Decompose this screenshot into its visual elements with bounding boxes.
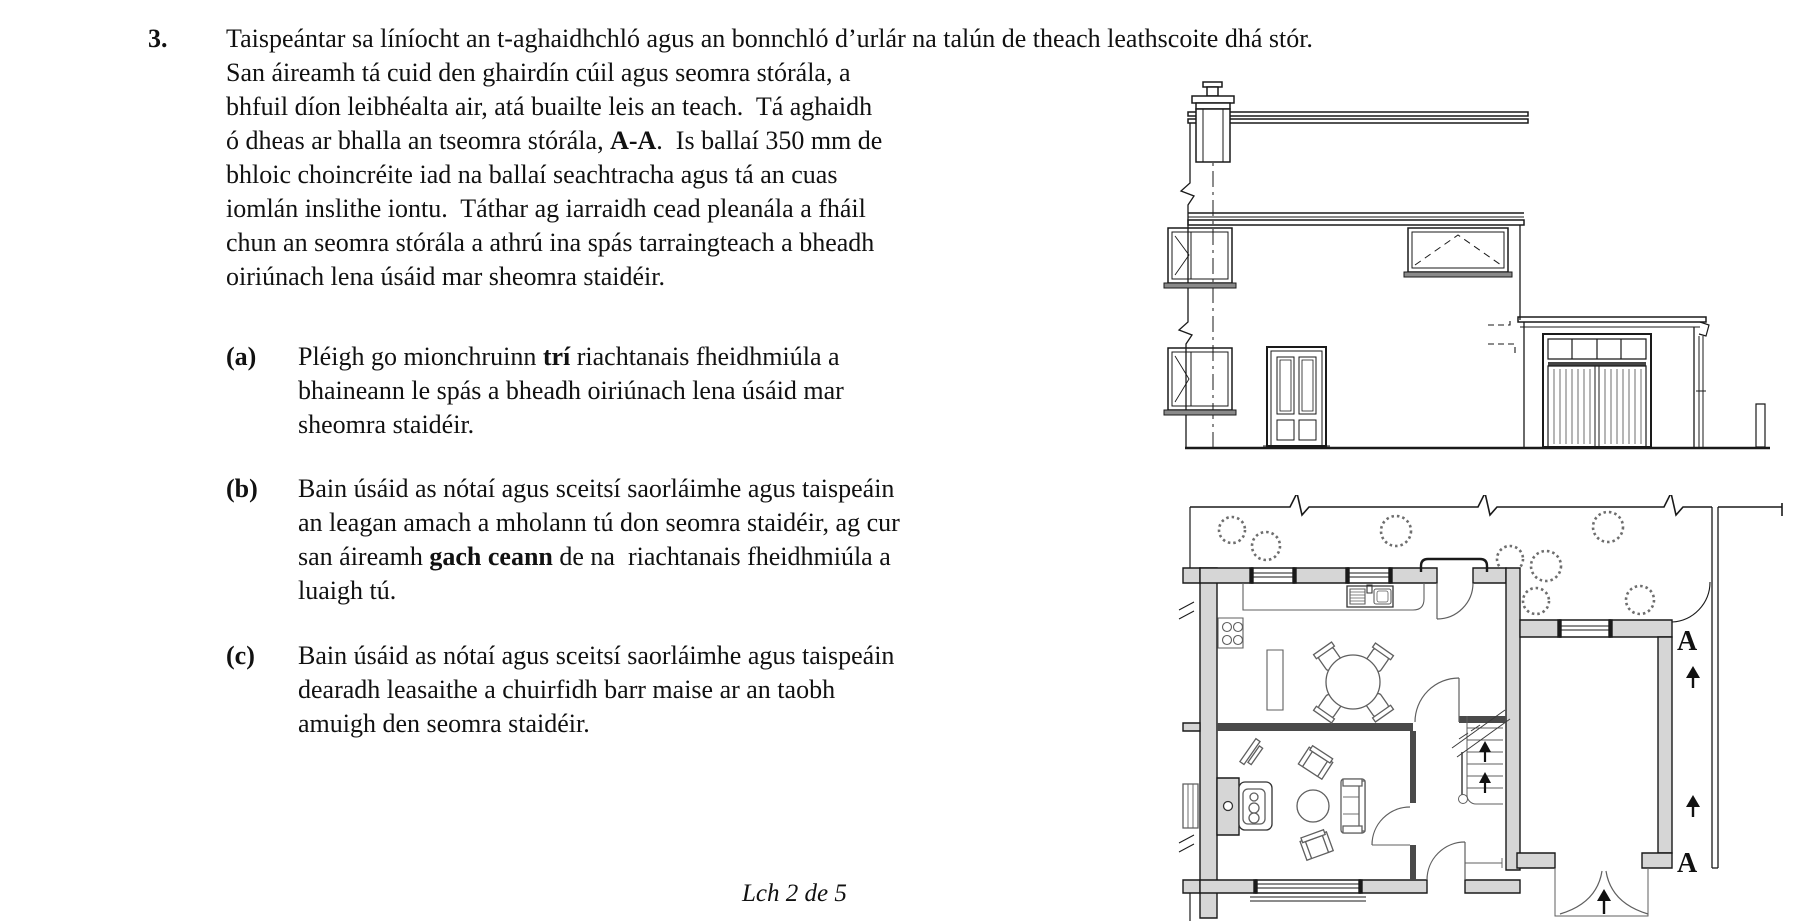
part-a-line-2: bhaineann le spás a bheadh oiriúnach lena úsáid mar bbox=[298, 376, 844, 405]
part-b-line-3: san áireamh gach ceann de na riachtanais fheidhmiúla a bbox=[298, 542, 891, 571]
living-hall-door bbox=[1372, 807, 1410, 845]
intro-line-2: San áireamh tá cuid den ghairdín cúil agus seomra stórála, a bbox=[226, 58, 851, 87]
question-part-c bbox=[226, 639, 894, 741]
intro-line-7: chun an seomra stórála a athrú ina spás tarraingteach a bheadh bbox=[226, 228, 875, 257]
intro-line-6: iomlán inslithe iontu. Táthar ag iarraidh cead pleanála a fháil bbox=[226, 194, 866, 223]
part-b-line-1: Bain úsáid as nótaí agus sceitsí saorláimhe agus taispeáin bbox=[298, 474, 895, 503]
intro-line-3: bhfuil díon leibhéalta air, atá buailte leis an teach. Tá aghaidh bbox=[226, 92, 873, 121]
front-window bbox=[1250, 880, 1366, 901]
intro-line-8: oiriúnach lena úsáid mar sheomra staidéir. bbox=[226, 262, 665, 291]
part-b-line-2: an leagan amach a mholann tú don seomra staidéir, ag cur bbox=[298, 508, 900, 537]
boundary-post bbox=[1756, 404, 1765, 447]
armchair bbox=[1299, 829, 1333, 860]
part-c-label: (c) bbox=[226, 641, 255, 670]
page-number: Lch 2 de 5 bbox=[742, 880, 847, 907]
dining-set bbox=[1314, 642, 1394, 723]
part-a-line-3: sheomra staidéir. bbox=[298, 410, 475, 439]
dining-table bbox=[1326, 655, 1380, 709]
intro-line-4: ó dheas ar bhalla an tseomra stórála, A-A. Is ballaí 350 mm de bbox=[226, 126, 883, 155]
stair-up-arrows bbox=[1479, 741, 1491, 793]
section-label-a-top: A bbox=[1677, 626, 1698, 657]
front-door-plan bbox=[1427, 842, 1502, 880]
front-elevation-drawing bbox=[1150, 75, 1818, 465]
sink-unit bbox=[1347, 585, 1393, 607]
neighbour-fireplace bbox=[1183, 784, 1198, 828]
back-window-2 bbox=[1346, 568, 1392, 583]
part-c-line-2: dearadh leasaithe a chuirfidh barr maise ar an taobh bbox=[298, 675, 836, 704]
upper-left-window bbox=[1164, 228, 1236, 288]
intro-line-1: Taispeántar sa líníocht an t-aghaidhchló agus an bonnchló d’urlár na talún de theach leathscoite dhá stór. bbox=[226, 24, 1313, 53]
sofa bbox=[1341, 779, 1365, 833]
question-part-a bbox=[226, 340, 844, 442]
store-door-arrow-up bbox=[1597, 889, 1611, 914]
intro-line-5: bhloic choincréite iad na ballaí seachtracha agus tá an cuas bbox=[226, 160, 838, 189]
question-number: 3. bbox=[148, 24, 168, 53]
question-part-b bbox=[226, 472, 900, 608]
section-arrow-up bbox=[1686, 666, 1700, 688]
store-door-elevation bbox=[1543, 334, 1651, 447]
boundary-wall-right bbox=[1672, 507, 1718, 868]
upper-right-tophung-window bbox=[1404, 228, 1512, 277]
roof-ridge-band bbox=[1188, 112, 1528, 123]
armchair bbox=[1298, 745, 1334, 780]
section-ref-bold: A-A bbox=[610, 126, 657, 155]
ground-floor-window bbox=[1164, 348, 1236, 415]
section-label-a-bottom: A bbox=[1677, 848, 1698, 879]
part-a-line-1: Pléigh go mionchruinn trí riachtanais fheidhmiúla a bbox=[298, 342, 840, 371]
part-a-label: (a) bbox=[226, 342, 257, 371]
section-arrow-up bbox=[1686, 795, 1700, 817]
dining-hall-door bbox=[1415, 678, 1459, 722]
coffee-table bbox=[1297, 790, 1329, 822]
kitchen-island bbox=[1267, 650, 1283, 710]
store-window bbox=[1558, 620, 1612, 637]
store-downpipe bbox=[1696, 336, 1706, 447]
store-entrance-door bbox=[1555, 868, 1648, 916]
hob bbox=[1218, 618, 1243, 648]
hidden-store-roof-dashes bbox=[1488, 317, 1515, 353]
chimney bbox=[1192, 82, 1234, 162]
wall-picture bbox=[1240, 739, 1265, 768]
stairs bbox=[1452, 710, 1510, 804]
eaves-gutter-band bbox=[1188, 213, 1524, 225]
ground-floor-plan-drawing bbox=[1150, 495, 1818, 921]
store-walls bbox=[1524, 322, 1694, 447]
kitchen-fittings bbox=[1218, 583, 1424, 710]
part-b-line-4: luaigh tú. bbox=[298, 576, 397, 605]
front-door-elevation bbox=[1263, 347, 1330, 446]
part-c-line-1: Bain úsáid as nótaí agus sceitsí saorláimhe agus taispeáin bbox=[298, 641, 895, 670]
part-b-label: (b) bbox=[226, 474, 258, 503]
back-window-1 bbox=[1250, 568, 1296, 583]
part-c-line-3: amuigh den seomra staidéir. bbox=[298, 709, 590, 738]
